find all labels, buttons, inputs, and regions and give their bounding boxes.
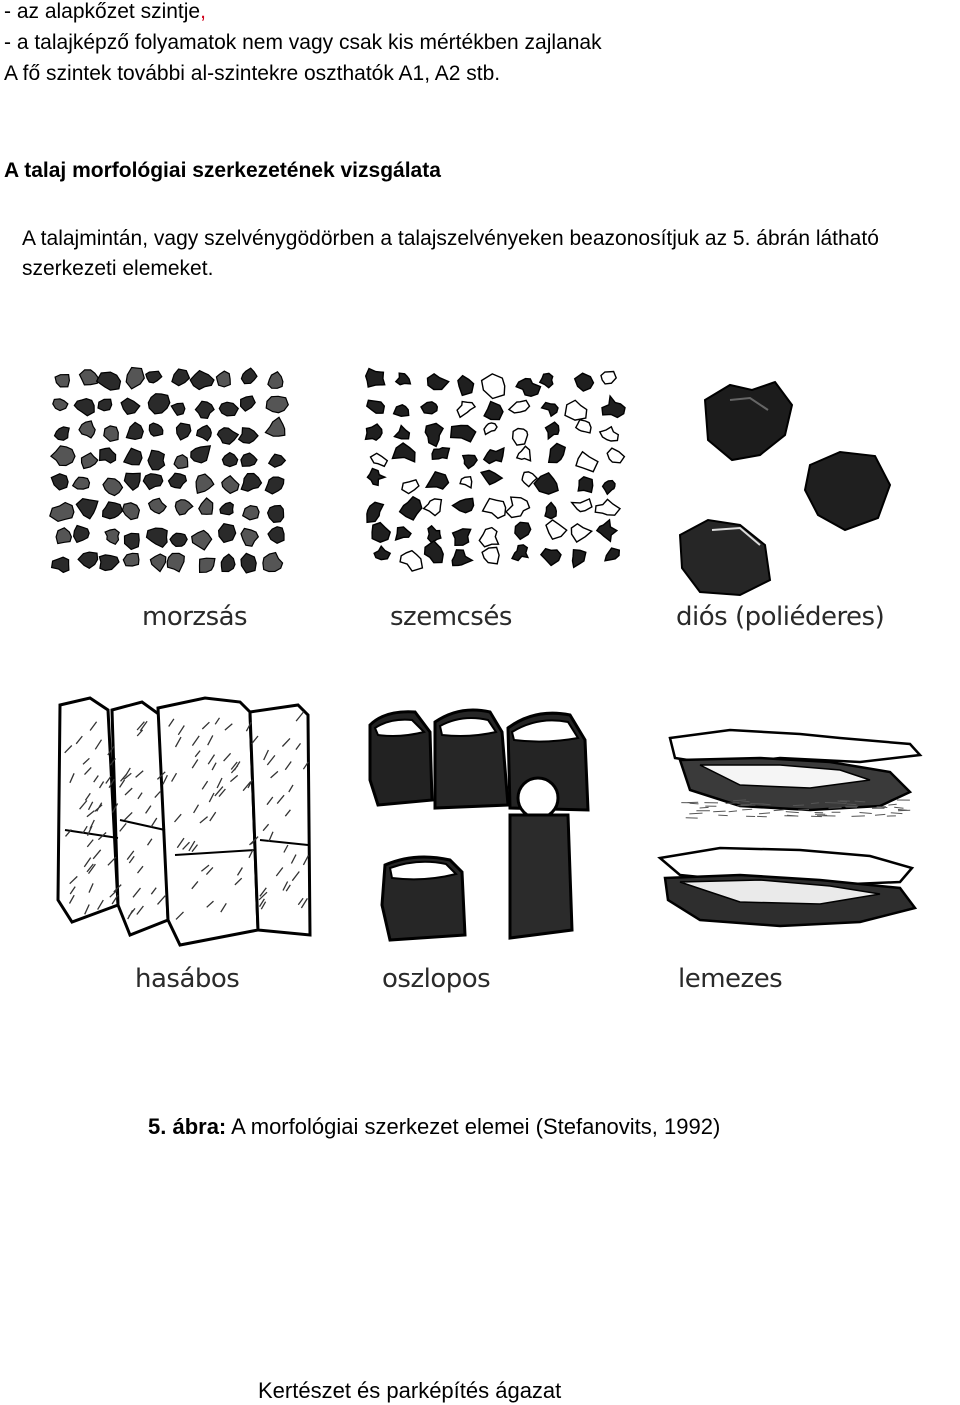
- label-lemezes: lemezes: [678, 964, 783, 994]
- list-line-bedrock-text: - az alapkőzet szintje: [4, 0, 201, 23]
- figure-caption: [148, 1114, 720, 1140]
- label-hasabos: hasábos: [135, 964, 240, 994]
- drawing-dios: [680, 382, 890, 595]
- list-line-processes: - a talajképző folyamatok nem vagy csak kis mértékben zajlanak: [4, 31, 602, 54]
- label-szemcses: szemcsés: [390, 602, 512, 632]
- list-line-bedrock: [4, 0, 206, 24]
- drawing-hasabos: [58, 698, 310, 945]
- label-oszlopos: oszlopos: [382, 964, 491, 994]
- soil-structure-figure: [40, 360, 940, 1010]
- drawing-szemcses: [366, 369, 626, 572]
- page-footer: Kertészet és parképítés ágazat: [258, 1378, 562, 1403]
- section-paragraph: A talajmintán, vagy szelvénygödörben a talajszelvényeken beazonosítjuk az 5. ábrán látható szerkezeti elemeket.: [22, 227, 879, 280]
- figure-caption-number: 5. ábra:: [148, 1114, 227, 1139]
- drawing-morzsas: [50, 368, 288, 573]
- label-dios: diós (poliéderes): [676, 602, 885, 632]
- figure-caption-text: A morfológiai szerkezet elemei (Stefanovits, 1992): [226, 1114, 721, 1139]
- label-morzsas: morzsás: [142, 602, 248, 632]
- soil-structure-drawings: [40, 360, 940, 1010]
- drawing-lemezes: [660, 730, 920, 926]
- list-line-subdivisions: A fő szintek további al-szintekre oszthatók A1, A2 stb.: [4, 62, 501, 85]
- section-heading: A talaj morfológiai szerkezetének vizsgálata: [4, 159, 441, 182]
- red-comma: ,: [200, 0, 206, 23]
- drawing-oszlopos: [370, 710, 588, 940]
